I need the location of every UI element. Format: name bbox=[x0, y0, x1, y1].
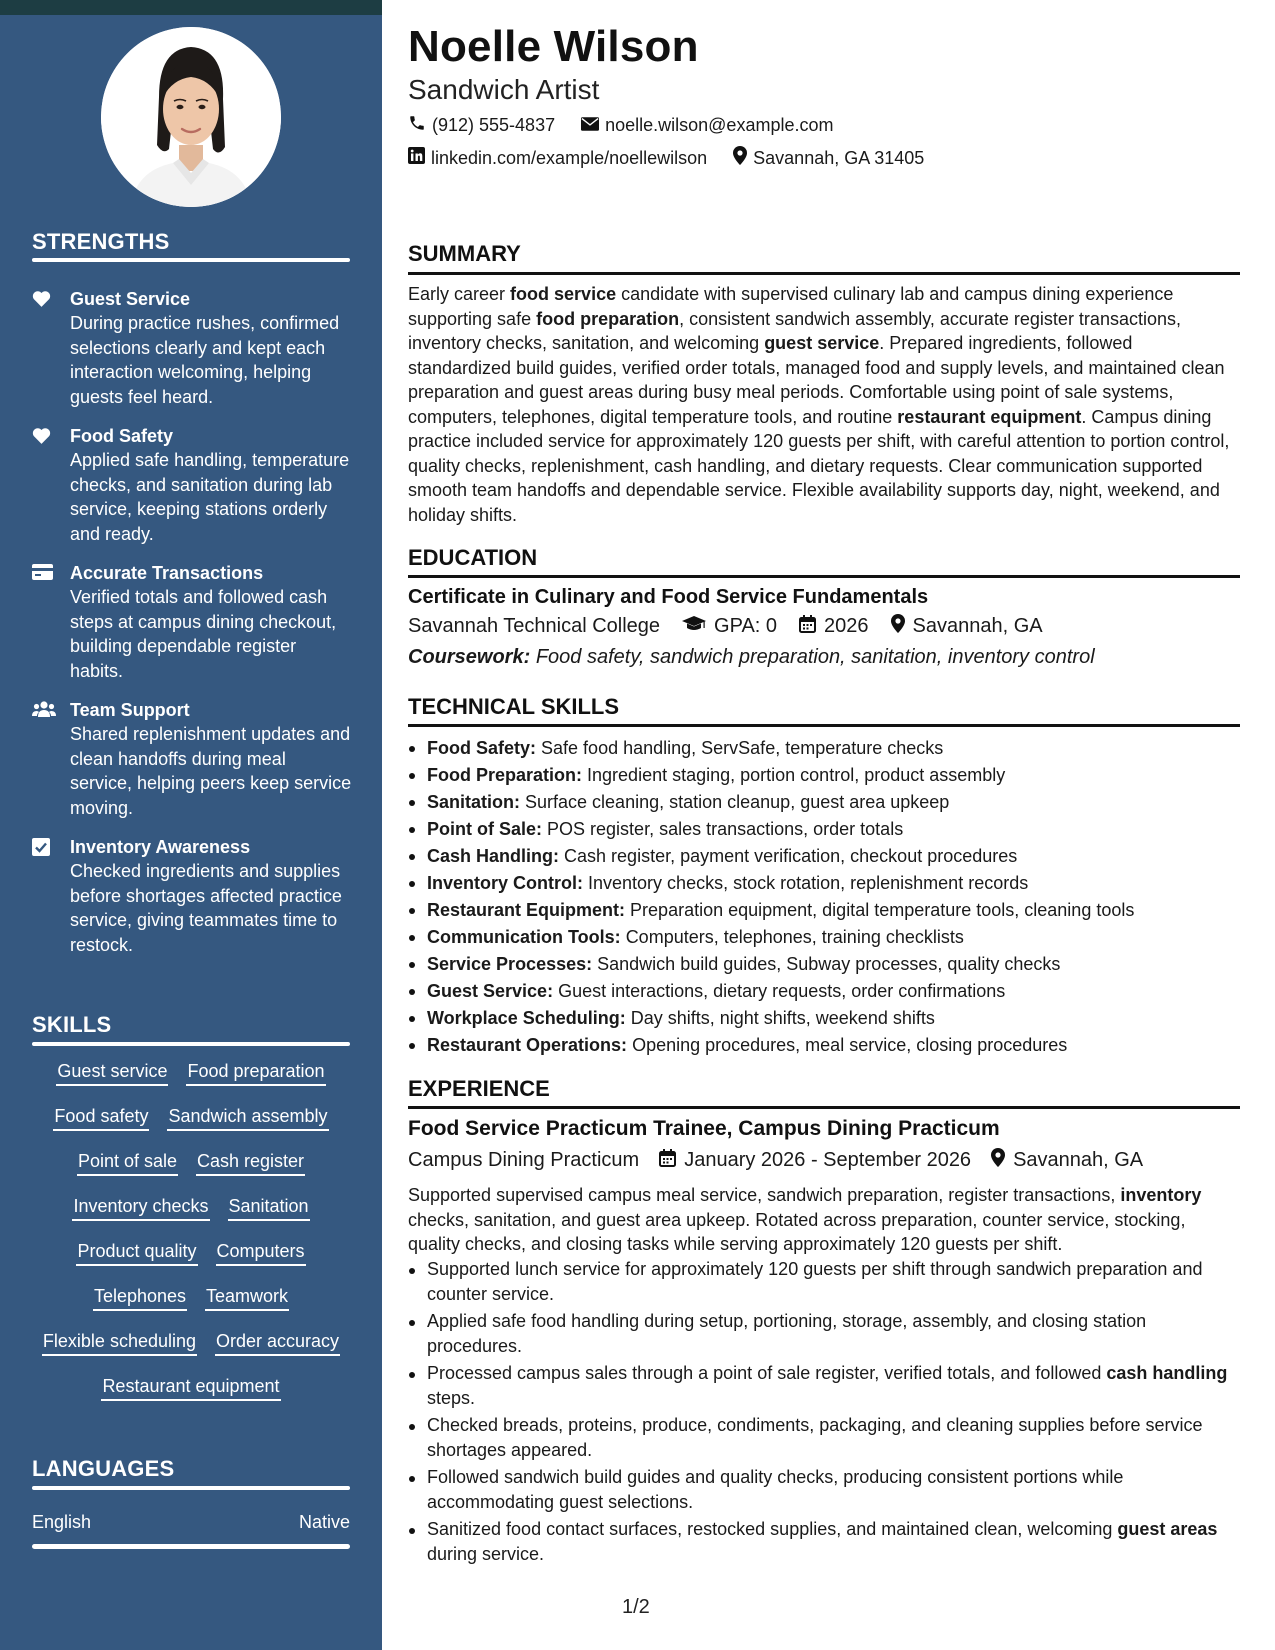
skill-row bbox=[32, 1058, 350, 1103]
coursework-label: Coursework: bbox=[408, 646, 531, 668]
graduation-cap-icon bbox=[682, 615, 706, 638]
skill-row bbox=[32, 1193, 350, 1238]
list-item bbox=[408, 1465, 1240, 1514]
coursework-text: Food safety, sandwich preparation, sanitation, inventory control bbox=[535, 646, 1095, 668]
strength-item bbox=[32, 835, 352, 957]
text-segment: candidate with supervised culinary lab and campus dining experience supporting safe bbox=[408, 284, 1174, 329]
skill-tag: Flexible scheduling bbox=[42, 1328, 197, 1356]
skill-tag: Guest service bbox=[56, 1058, 168, 1086]
skill-tag: Food safety bbox=[53, 1103, 149, 1131]
language-name: English bbox=[32, 1512, 92, 1532]
emphasis-text: inventory bbox=[1120, 1185, 1202, 1205]
text-segment: Supported supervised campus meal service, sandwich preparation, register transactions, bbox=[408, 1185, 1121, 1205]
text-segment: Checked breads, proteins, produce, condiments, packaging, and cleaning supplies before service shortages appeared. bbox=[427, 1415, 1203, 1460]
linkedin-link[interactable]: linkedin.com/example/noellewilson bbox=[431, 147, 708, 168]
language-row bbox=[32, 1512, 350, 1533]
skill-value: Computers, telephones, training checklists bbox=[625, 927, 964, 947]
calendar-icon bbox=[799, 615, 816, 639]
strength-description: Shared replenishment updates and clean handoffs during meal service, helping peers keep service moving. bbox=[70, 724, 352, 818]
technical-skills-heading: TECHNICAL SKILLS bbox=[408, 694, 620, 719]
skill-label: Inventory Control: bbox=[427, 873, 583, 893]
skill-tag: Sanitation bbox=[228, 1193, 310, 1221]
candidate-name: Noelle Wilson bbox=[408, 22, 699, 71]
skills-heading: SKILLS bbox=[32, 1012, 112, 1037]
skill-label: Point of Sale: bbox=[427, 819, 543, 839]
skills-tags bbox=[32, 1058, 350, 1418]
text-segment: during service. bbox=[427, 1543, 545, 1564]
skill-row bbox=[32, 1328, 350, 1373]
calendar-icon bbox=[659, 1149, 676, 1173]
skill-tag: Teamwork bbox=[205, 1283, 289, 1311]
skill-value: Preparation equipment, digital temperature tools, cleaning tools bbox=[630, 900, 1135, 920]
contact-row bbox=[408, 114, 833, 137]
text-segment: . Prepared ingredients, followed standardized build guides, verified order totals, managed food and supply levels, and maintained clean preparation and guest areas during busy meal periods. Comfortable using point of sale systems, computers, telephones, digital temperature tools, and routine bbox=[408, 333, 1225, 427]
list-item bbox=[408, 1005, 1240, 1032]
skill-tag: Computers bbox=[216, 1238, 306, 1266]
location-pin-icon bbox=[733, 146, 747, 170]
list-item bbox=[408, 924, 1240, 951]
strength-item bbox=[32, 698, 352, 820]
list-item bbox=[408, 1517, 1240, 1566]
list-item bbox=[408, 816, 1240, 843]
skill-value: Guest interactions, dietary requests, order confirmations bbox=[558, 981, 1006, 1001]
strength-description: Checked ingredients and supplies before shortages affected practice service, giving teammates time to restock. bbox=[70, 861, 342, 955]
experience-dates: January 2026 - September 2026 bbox=[684, 1149, 972, 1171]
phone-icon bbox=[408, 114, 426, 137]
strengths-heading: STRENGTHS bbox=[32, 229, 170, 254]
summary-text bbox=[408, 282, 1240, 527]
strength-title: Team Support bbox=[70, 700, 190, 720]
strengths-rule bbox=[32, 258, 350, 262]
text-segment: Followed sandwich build guides and quality checks, producing consistent portions while accommodating guest selections. bbox=[427, 1467, 1124, 1512]
education-meta bbox=[408, 614, 1043, 639]
skills-rule bbox=[32, 1042, 350, 1046]
location-pin-icon bbox=[891, 614, 905, 639]
education-heading: EDUCATION bbox=[408, 545, 538, 570]
skill-tag: Order accuracy bbox=[215, 1328, 340, 1356]
emphasis-text: guest areas bbox=[1117, 1519, 1218, 1539]
skill-label: Restaurant Equipment: bbox=[427, 900, 626, 920]
skill-tag: Inventory checks bbox=[72, 1193, 209, 1221]
job-title: Sandwich Artist bbox=[408, 74, 600, 105]
skill-row bbox=[32, 1238, 350, 1283]
experience-meta bbox=[408, 1148, 1143, 1173]
skill-value: POS register, sales transactions, order totals bbox=[547, 819, 904, 839]
location-text: Savannah, GA 31405 bbox=[753, 147, 925, 168]
skill-label: Workplace Scheduling: bbox=[427, 1008, 626, 1028]
language-level: Native bbox=[298, 1512, 350, 1532]
emphasis-text: guest service bbox=[764, 333, 880, 353]
experience-intro bbox=[408, 1183, 1240, 1257]
list-item bbox=[408, 978, 1240, 1005]
languages-rule bbox=[32, 1486, 350, 1490]
list-item bbox=[408, 762, 1240, 789]
skill-label: Service Processes: bbox=[427, 954, 593, 974]
experience-location: Savannah, GA bbox=[1013, 1149, 1144, 1171]
text-segment: Applied safe food handling during setup, portioning, storage, assembly, and closing station procedures. bbox=[427, 1311, 1147, 1356]
skill-tag: Product quality bbox=[76, 1238, 197, 1266]
text-segment: Processed campus sales through a point of sale register, verified totals, and followed bbox=[427, 1363, 1107, 1383]
list-item bbox=[408, 951, 1240, 978]
skill-row bbox=[32, 1283, 350, 1328]
strengths-list bbox=[32, 287, 352, 972]
experience-title: Food Service Practicum Trainee, Campus Dining Practicum bbox=[408, 1117, 1000, 1140]
skill-tag: Restaurant equipment bbox=[101, 1373, 280, 1401]
contact-row bbox=[408, 146, 924, 170]
language-proficiency-bar bbox=[32, 1544, 350, 1549]
skill-row bbox=[32, 1148, 350, 1193]
list-item bbox=[408, 843, 1240, 870]
text-segment: . Campus dining practice included service for approximately 120 guests per shift, with careful attention to portion control, quality checks, replenishment, cash handling, and dietary requests. Clear communication supported smooth team handoffs and dependable service. Flexible availability supports day, night, weekend, and holiday shifts. bbox=[408, 406, 1230, 525]
sidebar bbox=[0, 0, 382, 1650]
skill-label: Food Preparation: bbox=[427, 765, 583, 785]
skill-row bbox=[32, 1373, 350, 1418]
skill-value: Surface cleaning, station cleanup, guest area upkeep bbox=[525, 792, 950, 812]
organization: Campus Dining Practicum bbox=[408, 1149, 640, 1171]
location-pin-icon bbox=[991, 1148, 1005, 1173]
skill-label: Cash Handling: bbox=[427, 846, 560, 866]
experience-heading: EXPERIENCE bbox=[408, 1076, 550, 1101]
text-segment: Sanitized food contact surfaces, restocked supplies, and maintained clean, welcoming bbox=[427, 1519, 1118, 1539]
emphasis-text: food service bbox=[510, 284, 617, 304]
strength-description: During practice rushes, confirmed selections clearly and kept each interaction welcoming, helping guests feel heard. bbox=[70, 313, 340, 407]
profile-photo bbox=[101, 27, 281, 207]
list-item bbox=[408, 735, 1240, 762]
technical-skills-list bbox=[408, 735, 1240, 1059]
languages-heading: LANGUAGES bbox=[32, 1456, 175, 1481]
skill-label: Food Safety: bbox=[427, 738, 537, 758]
skill-tag: Cash register bbox=[196, 1148, 305, 1176]
education-rule bbox=[408, 575, 1240, 578]
graduation-year: 2026 bbox=[824, 615, 869, 637]
skill-value: Safe food handling, ServSafe, temperature checks bbox=[541, 738, 944, 758]
list-item bbox=[408, 897, 1240, 924]
strength-description: Applied safe handling, temperature checks, and sanitation during lab service, keeping stations orderly and ready. bbox=[70, 450, 350, 544]
education-location: Savannah, GA bbox=[912, 615, 1043, 637]
text-segment: , consistent sandwich assembly, accurate register transactions, inventory checks, sanitation, and welcoming bbox=[408, 308, 1181, 353]
degree-title: Certificate in Culinary and Food Service Fundamentals bbox=[408, 586, 929, 608]
skill-value: Day shifts, night shifts, weekend shifts bbox=[630, 1008, 935, 1028]
skill-tag: Food preparation bbox=[186, 1058, 325, 1086]
credit-card-icon bbox=[32, 561, 70, 683]
strength-title: Accurate Transactions bbox=[70, 563, 264, 583]
text-segment: checks, sanitation, and guest area upkeep. Rotated across preparation, counter service, stocking, quality checks, and closing tasks while serving approximately 120 guests per shift. bbox=[408, 1209, 1186, 1254]
list-item bbox=[408, 1032, 1240, 1059]
text-segment: Early career bbox=[408, 284, 511, 304]
list-item bbox=[408, 1257, 1240, 1306]
skill-label: Restaurant Operations: bbox=[427, 1035, 628, 1055]
page-number: 1/2 bbox=[622, 1596, 650, 1618]
skill-tag: Telephones bbox=[93, 1283, 187, 1311]
list-item bbox=[408, 1413, 1240, 1462]
technical-skills-rule bbox=[408, 724, 1240, 727]
strength-title: Guest Service bbox=[70, 289, 191, 309]
email-icon bbox=[581, 115, 599, 136]
skill-label: Guest Service: bbox=[427, 981, 554, 1001]
sidebar-top-bar bbox=[0, 0, 382, 15]
heart-icon bbox=[32, 424, 70, 546]
emphasis-text: cash handling bbox=[1106, 1363, 1228, 1383]
strength-item bbox=[32, 424, 352, 546]
skill-value: Cash register, payment verification, checkout procedures bbox=[564, 846, 1018, 866]
list-item bbox=[408, 870, 1240, 897]
skill-tag: Sandwich assembly bbox=[167, 1103, 328, 1131]
school-name: Savannah Technical College bbox=[408, 615, 661, 637]
users-icon bbox=[32, 698, 70, 820]
list-item bbox=[408, 789, 1240, 816]
emphasis-text: restaurant equipment bbox=[897, 406, 1082, 427]
skill-value: Inventory checks, stock rotation, replenishment records bbox=[588, 873, 1029, 893]
skill-label: Sanitation: bbox=[427, 792, 520, 812]
strength-description: Verified totals and followed cash steps at campus dining checkout, building dependable register habits. bbox=[70, 587, 337, 681]
text-segment: Supported lunch service for approximately 120 guests per shift through sandwich preparation and counter service. bbox=[427, 1259, 1203, 1304]
strength-item bbox=[32, 287, 352, 409]
skill-value: Ingredient staging, portion control, product assembly bbox=[587, 765, 1006, 785]
summary-heading: SUMMARY bbox=[408, 241, 521, 266]
coursework bbox=[408, 646, 1095, 669]
experience-rule bbox=[408, 1106, 1240, 1109]
experience-bullets bbox=[408, 1257, 1240, 1569]
skill-label: Communication Tools: bbox=[427, 927, 621, 947]
checkbox-icon bbox=[32, 835, 70, 957]
emphasis-text: food preparation bbox=[536, 308, 680, 329]
text-segment: steps. bbox=[427, 1387, 476, 1408]
skill-value: Sandwich build guides, Subway processes, quality checks bbox=[597, 954, 1061, 974]
skill-row bbox=[32, 1103, 350, 1148]
heart-icon bbox=[32, 287, 70, 409]
strength-item bbox=[32, 561, 352, 683]
list-item bbox=[408, 1309, 1240, 1358]
summary-rule bbox=[408, 272, 1240, 275]
phone-number[interactable]: (912) 555-4837 bbox=[432, 115, 556, 135]
strength-title: Food Safety bbox=[70, 426, 174, 446]
skill-tag: Point of sale bbox=[77, 1148, 178, 1176]
email-link[interactable]: noelle.wilson@example.com bbox=[605, 115, 834, 135]
linkedin-icon bbox=[408, 147, 425, 169]
gpa: GPA: 0 bbox=[714, 615, 778, 637]
strength-title: Inventory Awareness bbox=[70, 837, 251, 857]
list-item bbox=[408, 1361, 1240, 1410]
skill-value: Opening procedures, meal service, closing procedures bbox=[632, 1035, 1068, 1055]
